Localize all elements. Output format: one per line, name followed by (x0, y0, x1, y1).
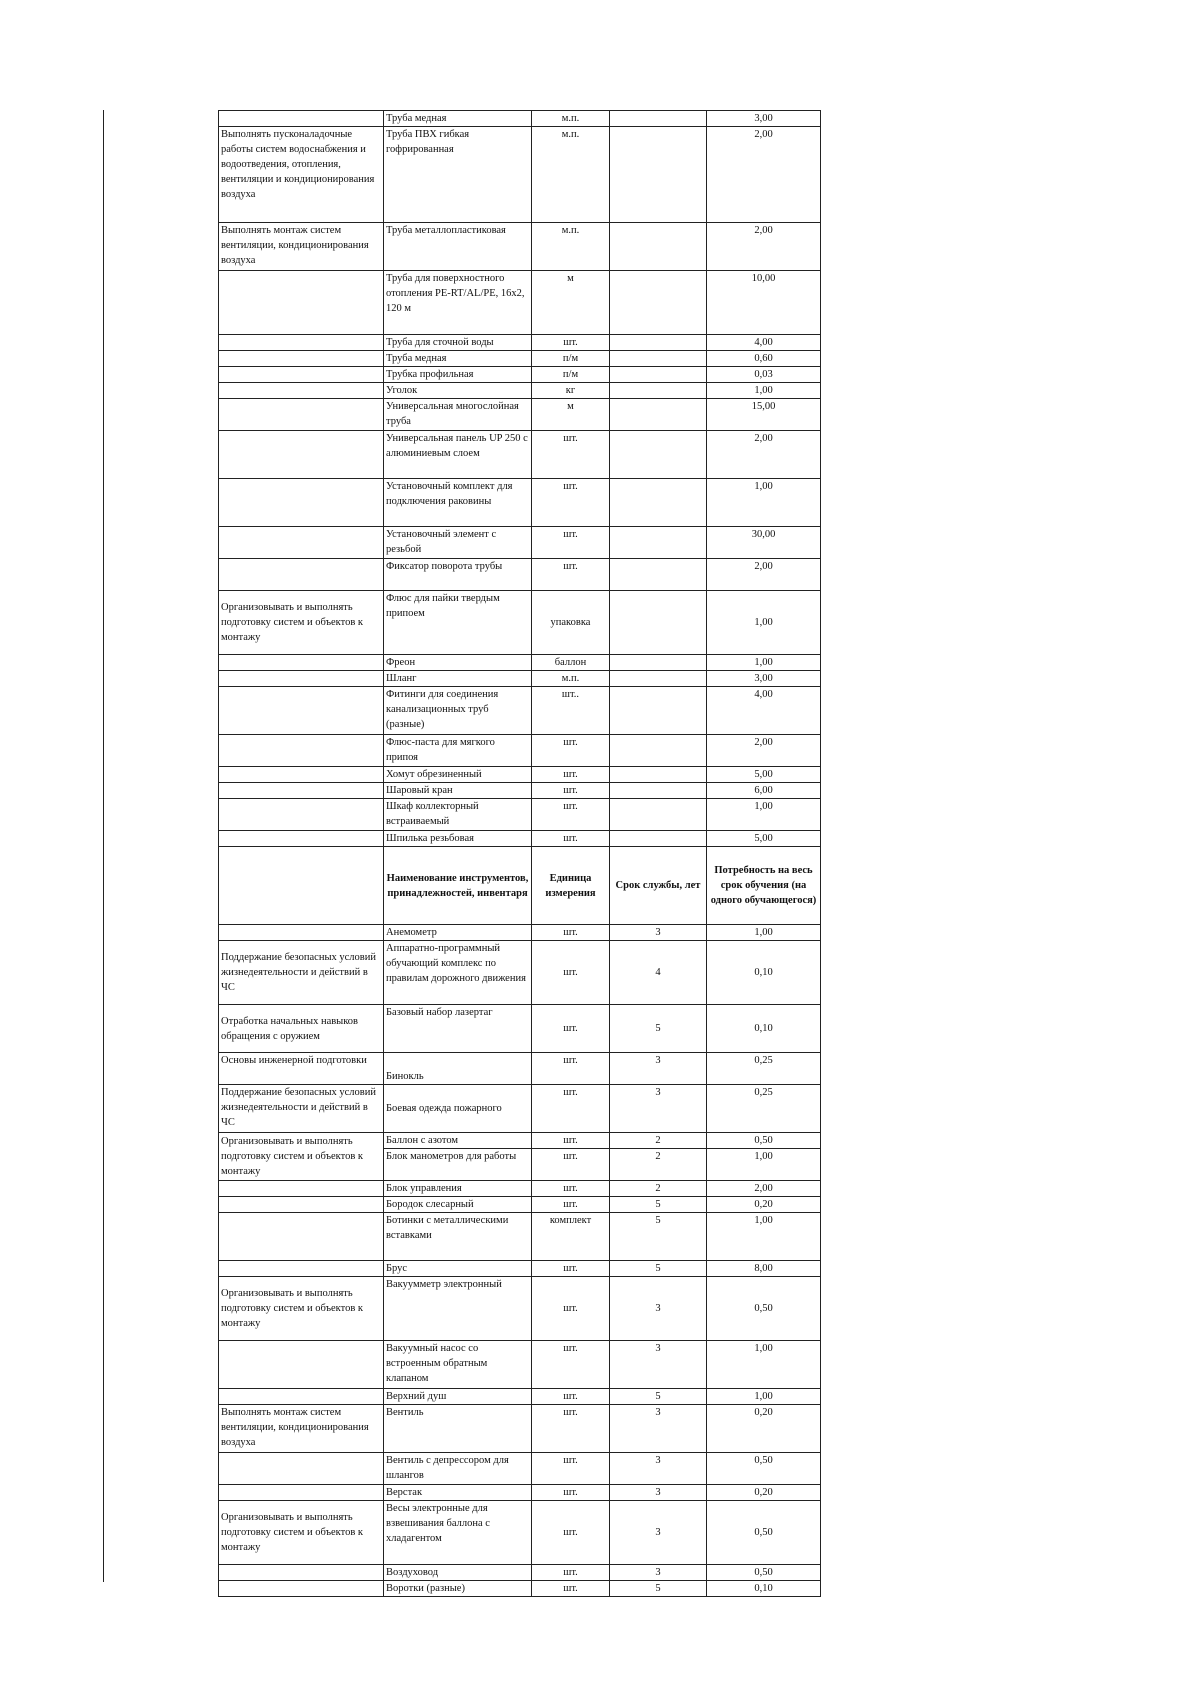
item-name-cell: Баллон с азотом (384, 1133, 532, 1149)
activity-cell (219, 431, 384, 479)
item-name-cell: Трубка профильная (384, 367, 532, 383)
item-name-cell: Фреон (384, 655, 532, 671)
quantity-cell: 4,00 (707, 687, 821, 735)
unit-cell: кг (532, 383, 610, 399)
item-name-cell: Блок управления (384, 1181, 532, 1197)
quantity-cell: 0,25 (707, 1085, 821, 1133)
item-name-cell: Труба для поверхностного отопления PE-RT/AL/PE, 16x2, 120 м (384, 271, 532, 335)
unit-cell: шт. (532, 1565, 610, 1581)
tool-row (219, 1085, 821, 1133)
unit-cell: шт. (532, 925, 610, 941)
activity-cell (219, 671, 384, 687)
item-name-cell: Базовый набор лазертаг (384, 1005, 532, 1053)
activity-cell (219, 655, 384, 671)
tool-row (219, 1053, 821, 1085)
item-name-cell: Флюс для пайки твердым припоем (384, 591, 532, 655)
material-row (219, 671, 821, 687)
activity-cell: Организовывать и выполнять подготовку систем и объектов к монтажу (219, 1277, 384, 1341)
quantity-cell: 6,00 (707, 783, 821, 799)
material-row (219, 367, 821, 383)
material-row (219, 559, 821, 591)
quantity-cell: 10,00 (707, 271, 821, 335)
service-life-cell: 5 (610, 1389, 707, 1405)
activity-cell: Выполнять монтаж систем вентиляции, кондиционирования воздуха (219, 1405, 384, 1453)
service-life-cell (610, 687, 707, 735)
material-row (219, 479, 821, 527)
tool-row (219, 1181, 821, 1197)
activity-cell (219, 335, 384, 351)
quantity-cell: 4,00 (707, 335, 821, 351)
tool-row (219, 1213, 821, 1261)
service-life-cell: 3 (610, 1565, 707, 1581)
activity-cell (219, 831, 384, 847)
item-name-cell: Фиксатор поворота трубы (384, 559, 532, 591)
unit-cell: шт. (532, 735, 610, 767)
quantity-cell: 0,10 (707, 941, 821, 1005)
unit-cell: упаковка (532, 591, 610, 655)
item-name-cell: Труба ПВХ гибкая гофрированная (384, 127, 532, 223)
service-life-cell: 5 (610, 1261, 707, 1277)
quantity-cell: 2,00 (707, 1181, 821, 1197)
tool-row (219, 1277, 821, 1341)
item-name-cell: Установочный комплект для подключения раковины (384, 479, 532, 527)
activity-cell (219, 1197, 384, 1213)
activity-cell (219, 783, 384, 799)
service-life-cell (610, 383, 707, 399)
material-row (219, 271, 821, 335)
tool-row (219, 1197, 821, 1213)
item-name-cell: Блок манометров для работы (384, 1149, 532, 1181)
service-life-cell: 2 (610, 1133, 707, 1149)
quantity-cell: 2,00 (707, 223, 821, 271)
tools-header-row (219, 847, 821, 925)
header-unit-cell: Единица измерения (532, 847, 610, 925)
material-row (219, 223, 821, 271)
activity-cell: Организовывать и выполнять подготовку систем и объектов к монтажу (219, 591, 384, 655)
service-life-cell (610, 671, 707, 687)
quantity-cell: 2,00 (707, 127, 821, 223)
quantity-cell: 0,20 (707, 1485, 821, 1501)
unit-cell: м.п. (532, 223, 610, 271)
item-name-cell: Вакуумный насос со встроенным обратным клапаном (384, 1341, 532, 1389)
quantity-cell: 1,00 (707, 591, 821, 655)
activity-cell: Организовывать и выполнять подготовку систем и объектов к монтажу (219, 1133, 384, 1181)
item-name-cell: Фитинги для соединения канализационных труб (разные) (384, 687, 532, 735)
activity-cell: Выполнять монтаж систем вентиляции, кондиционирования воздуха (219, 223, 384, 271)
activity-cell (219, 479, 384, 527)
service-life-cell (610, 831, 707, 847)
service-life-cell: 5 (610, 1581, 707, 1597)
activity-cell: Выполнять пусконаладочные работы систем водоснабжения и водоотведения, отопления, вентиляции и кондиционирования воздуха (219, 127, 384, 223)
service-life-cell: 3 (610, 1341, 707, 1389)
quantity-cell: 2,00 (707, 431, 821, 479)
unit-cell: м (532, 271, 610, 335)
activity-cell (219, 383, 384, 399)
unit-cell: шт. (532, 1581, 610, 1597)
unit-cell: шт. (532, 1277, 610, 1341)
unit-cell: шт. (532, 1485, 610, 1501)
material-row (219, 783, 821, 799)
quantity-cell: 1,00 (707, 1213, 821, 1261)
activity-cell (219, 527, 384, 559)
unit-cell: п/м (532, 351, 610, 367)
unit-cell: м.п. (532, 127, 610, 223)
quantity-cell: 15,00 (707, 399, 821, 431)
item-name-cell: Вентиль с депрессором для шлангов (384, 1453, 532, 1485)
unit-cell: шт.. (532, 687, 610, 735)
activity-cell (219, 1581, 384, 1597)
quantity-cell: 1,00 (707, 479, 821, 527)
item-name-cell: Шпилька резьбовая (384, 831, 532, 847)
material-row (219, 527, 821, 559)
service-life-cell: 5 (610, 1197, 707, 1213)
item-name-cell: Флюс-паста для мягкого припоя (384, 735, 532, 767)
unit-cell: шт. (532, 431, 610, 479)
quantity-cell: 0,25 (707, 1053, 821, 1085)
service-life-cell: 3 (610, 925, 707, 941)
item-name-cell: Труба для сточной воды (384, 335, 532, 351)
tool-row (219, 1005, 821, 1053)
activity-cell (219, 799, 384, 831)
material-row (219, 735, 821, 767)
activity-cell (219, 559, 384, 591)
quantity-cell: 0,20 (707, 1197, 821, 1213)
service-life-cell: 3 (610, 1053, 707, 1085)
tool-row (219, 1501, 821, 1565)
quantity-cell: 2,00 (707, 559, 821, 591)
service-life-cell: 3 (610, 1485, 707, 1501)
quantity-cell: 5,00 (707, 831, 821, 847)
activity-cell (219, 271, 384, 335)
quantity-cell: 0,03 (707, 367, 821, 383)
quantity-cell: 1,00 (707, 655, 821, 671)
activity-cell (219, 399, 384, 431)
service-life-cell: 4 (610, 941, 707, 1005)
service-life-cell (610, 335, 707, 351)
activity-cell (219, 351, 384, 367)
item-name-cell: Шаровый кран (384, 783, 532, 799)
unit-cell: баллон (532, 655, 610, 671)
activity-cell (219, 767, 384, 783)
activity-cell: Поддержание безопасных условий жизнедеятельности и действий в ЧС (219, 941, 384, 1005)
unit-cell: шт. (532, 479, 610, 527)
unit-cell: шт. (532, 335, 610, 351)
item-name-cell: Воротки (разные) (384, 1581, 532, 1597)
quantity-cell: 3,00 (707, 111, 821, 127)
tool-row (219, 1565, 821, 1581)
unit-cell: шт. (532, 527, 610, 559)
unit-cell: шт. (532, 783, 610, 799)
service-life-cell (610, 591, 707, 655)
tool-row (219, 925, 821, 941)
activity-cell (219, 1213, 384, 1261)
unit-cell: шт. (532, 1085, 610, 1133)
header-name-cell: Наименование инструментов, принадлежностей, инвентаря (384, 847, 532, 925)
unit-cell: шт. (532, 1053, 610, 1085)
unit-cell: шт. (532, 1501, 610, 1565)
item-name-cell: Труба медная (384, 111, 532, 127)
unit-cell: шт. (532, 559, 610, 591)
service-life-cell (610, 127, 707, 223)
item-name-cell: Бинокль (384, 1053, 532, 1085)
service-life-cell (610, 783, 707, 799)
service-life-cell: 3 (610, 1085, 707, 1133)
header-service-life-cell: Срок службы, лет (610, 847, 707, 925)
material-row (219, 687, 821, 735)
service-life-cell (610, 735, 707, 767)
service-life-cell (610, 399, 707, 431)
service-life-cell: 3 (610, 1277, 707, 1341)
quantity-cell: 1,00 (707, 1149, 821, 1181)
material-row (219, 767, 821, 783)
service-life-cell: 3 (610, 1501, 707, 1565)
item-name-cell: Универсальная многослойная труба (384, 399, 532, 431)
unit-cell: шт. (532, 1181, 610, 1197)
equipment-table-body (219, 111, 821, 1597)
service-life-cell (610, 111, 707, 127)
quantity-cell: 0,60 (707, 351, 821, 367)
quantity-cell: 0,50 (707, 1565, 821, 1581)
unit-cell: м.п. (532, 671, 610, 687)
service-life-cell (610, 271, 707, 335)
unit-cell: шт. (532, 831, 610, 847)
material-row (219, 127, 821, 223)
service-life-cell: 3 (610, 1453, 707, 1485)
unit-cell: м (532, 399, 610, 431)
unit-cell: шт. (532, 941, 610, 1005)
service-life-cell (610, 559, 707, 591)
service-life-cell (610, 479, 707, 527)
quantity-cell: 3,00 (707, 671, 821, 687)
item-name-cell: Верстак (384, 1485, 532, 1501)
activity-cell: Основы инженерной подготовки (219, 1053, 384, 1085)
activity-cell (219, 111, 384, 127)
quantity-cell: 0,50 (707, 1133, 821, 1149)
activity-cell: Организовывать и выполнять подготовку систем и объектов к монтажу (219, 1501, 384, 1565)
activity-cell (219, 367, 384, 383)
unit-cell: шт. (532, 1149, 610, 1181)
activity-cell (219, 1485, 384, 1501)
quantity-cell: 1,00 (707, 925, 821, 941)
item-name-cell: Аппаратно-программный обучающий комплекс по правилам дорожного движения (384, 941, 532, 1005)
quantity-cell: 1,00 (707, 799, 821, 831)
activity-cell (219, 1261, 384, 1277)
activity-cell (219, 1565, 384, 1581)
activity-cell: Отработка начальных навыков обращения с оружием (219, 1005, 384, 1053)
tool-row (219, 1581, 821, 1597)
unit-cell: шт. (532, 1453, 610, 1485)
unit-cell: шт. (532, 1405, 610, 1453)
activity-cell (219, 687, 384, 735)
unit-cell: комплект (532, 1213, 610, 1261)
service-life-cell: 2 (610, 1181, 707, 1197)
item-name-cell: Труба медная (384, 351, 532, 367)
item-name-cell: Боевая одежда пожарного (384, 1085, 532, 1133)
tool-row (219, 1405, 821, 1453)
service-life-cell (610, 655, 707, 671)
quantity-cell: 8,00 (707, 1261, 821, 1277)
service-life-cell (610, 351, 707, 367)
quantity-cell: 0,10 (707, 1581, 821, 1597)
header-quantity-cell: Потребность на весь срок обучения (на одного обучающегося) (707, 847, 821, 925)
item-name-cell: Уголок (384, 383, 532, 399)
material-row (219, 431, 821, 479)
material-row (219, 655, 821, 671)
tool-row (219, 1133, 821, 1149)
item-name-cell: Труба металлопластиковая (384, 223, 532, 271)
unit-cell: шт. (532, 1341, 610, 1389)
item-name-cell: Анемометр (384, 925, 532, 941)
unit-cell: шт. (532, 1005, 610, 1053)
activity-cell (219, 735, 384, 767)
tool-row (219, 941, 821, 1005)
activity-cell (219, 1389, 384, 1405)
service-life-cell: 2 (610, 1149, 707, 1181)
service-life-cell (610, 223, 707, 271)
unit-cell: шт. (532, 1389, 610, 1405)
service-life-cell: 5 (610, 1005, 707, 1053)
activity-cell (219, 1453, 384, 1485)
unit-cell: шт. (532, 1197, 610, 1213)
quantity-cell: 0,50 (707, 1501, 821, 1565)
item-name-cell: Хомут обрезиненный (384, 767, 532, 783)
quantity-cell: 0,50 (707, 1277, 821, 1341)
item-name-cell: Брус (384, 1261, 532, 1277)
material-row (219, 799, 821, 831)
page-margin-line (103, 110, 104, 1582)
tool-row (219, 1389, 821, 1405)
item-name-cell: Бородок слесарный (384, 1197, 532, 1213)
service-life-cell (610, 527, 707, 559)
tool-row (219, 1341, 821, 1389)
item-name-cell: Шкаф коллекторный встраиваемый (384, 799, 532, 831)
material-row (219, 591, 821, 655)
header-activity-cell (219, 847, 384, 925)
unit-cell: шт. (532, 799, 610, 831)
unit-cell: шт. (532, 1133, 610, 1149)
material-row (219, 351, 821, 367)
item-name-cell: Ботинки с металлическими вставками (384, 1213, 532, 1261)
item-name-cell: Установочный элемент с резьбой (384, 527, 532, 559)
service-life-cell (610, 799, 707, 831)
item-name-cell: Весы электронные для взвешивания баллона с хладагентом (384, 1501, 532, 1565)
activity-cell (219, 1341, 384, 1389)
service-life-cell (610, 767, 707, 783)
activity-cell: Поддержание безопасных условий жизнедеятельности и действий в ЧС (219, 1085, 384, 1133)
activity-cell (219, 1181, 384, 1197)
tool-row (219, 1261, 821, 1277)
unit-cell: м.п. (532, 111, 610, 127)
equipment-table (218, 110, 821, 1597)
unit-cell: шт. (532, 1261, 610, 1277)
item-name-cell: Шланг (384, 671, 532, 687)
material-row (219, 831, 821, 847)
quantity-cell: 0,10 (707, 1005, 821, 1053)
unit-cell: п/м (532, 367, 610, 383)
service-life-cell (610, 431, 707, 479)
item-name-cell: Универсальная панель UP 250 с алюминиевым слоем (384, 431, 532, 479)
material-row (219, 383, 821, 399)
activity-cell (219, 925, 384, 941)
quantity-cell: 2,00 (707, 735, 821, 767)
tool-row (219, 1453, 821, 1485)
service-life-cell (610, 367, 707, 383)
quantity-cell: 1,00 (707, 383, 821, 399)
item-name-cell: Вакуумметр электронный (384, 1277, 532, 1341)
material-row (219, 399, 821, 431)
quantity-cell: 0,50 (707, 1453, 821, 1485)
service-life-cell: 5 (610, 1213, 707, 1261)
item-name-cell: Вентиль (384, 1405, 532, 1453)
material-row (219, 111, 821, 127)
service-life-cell: 3 (610, 1405, 707, 1453)
unit-cell: шт. (532, 767, 610, 783)
material-row (219, 335, 821, 351)
quantity-cell: 30,00 (707, 527, 821, 559)
quantity-cell: 5,00 (707, 767, 821, 783)
tool-row (219, 1485, 821, 1501)
item-name-cell: Воздуховод (384, 1565, 532, 1581)
quantity-cell: 1,00 (707, 1341, 821, 1389)
quantity-cell: 1,00 (707, 1389, 821, 1405)
quantity-cell: 0,20 (707, 1405, 821, 1453)
item-name-cell: Верхний душ (384, 1389, 532, 1405)
